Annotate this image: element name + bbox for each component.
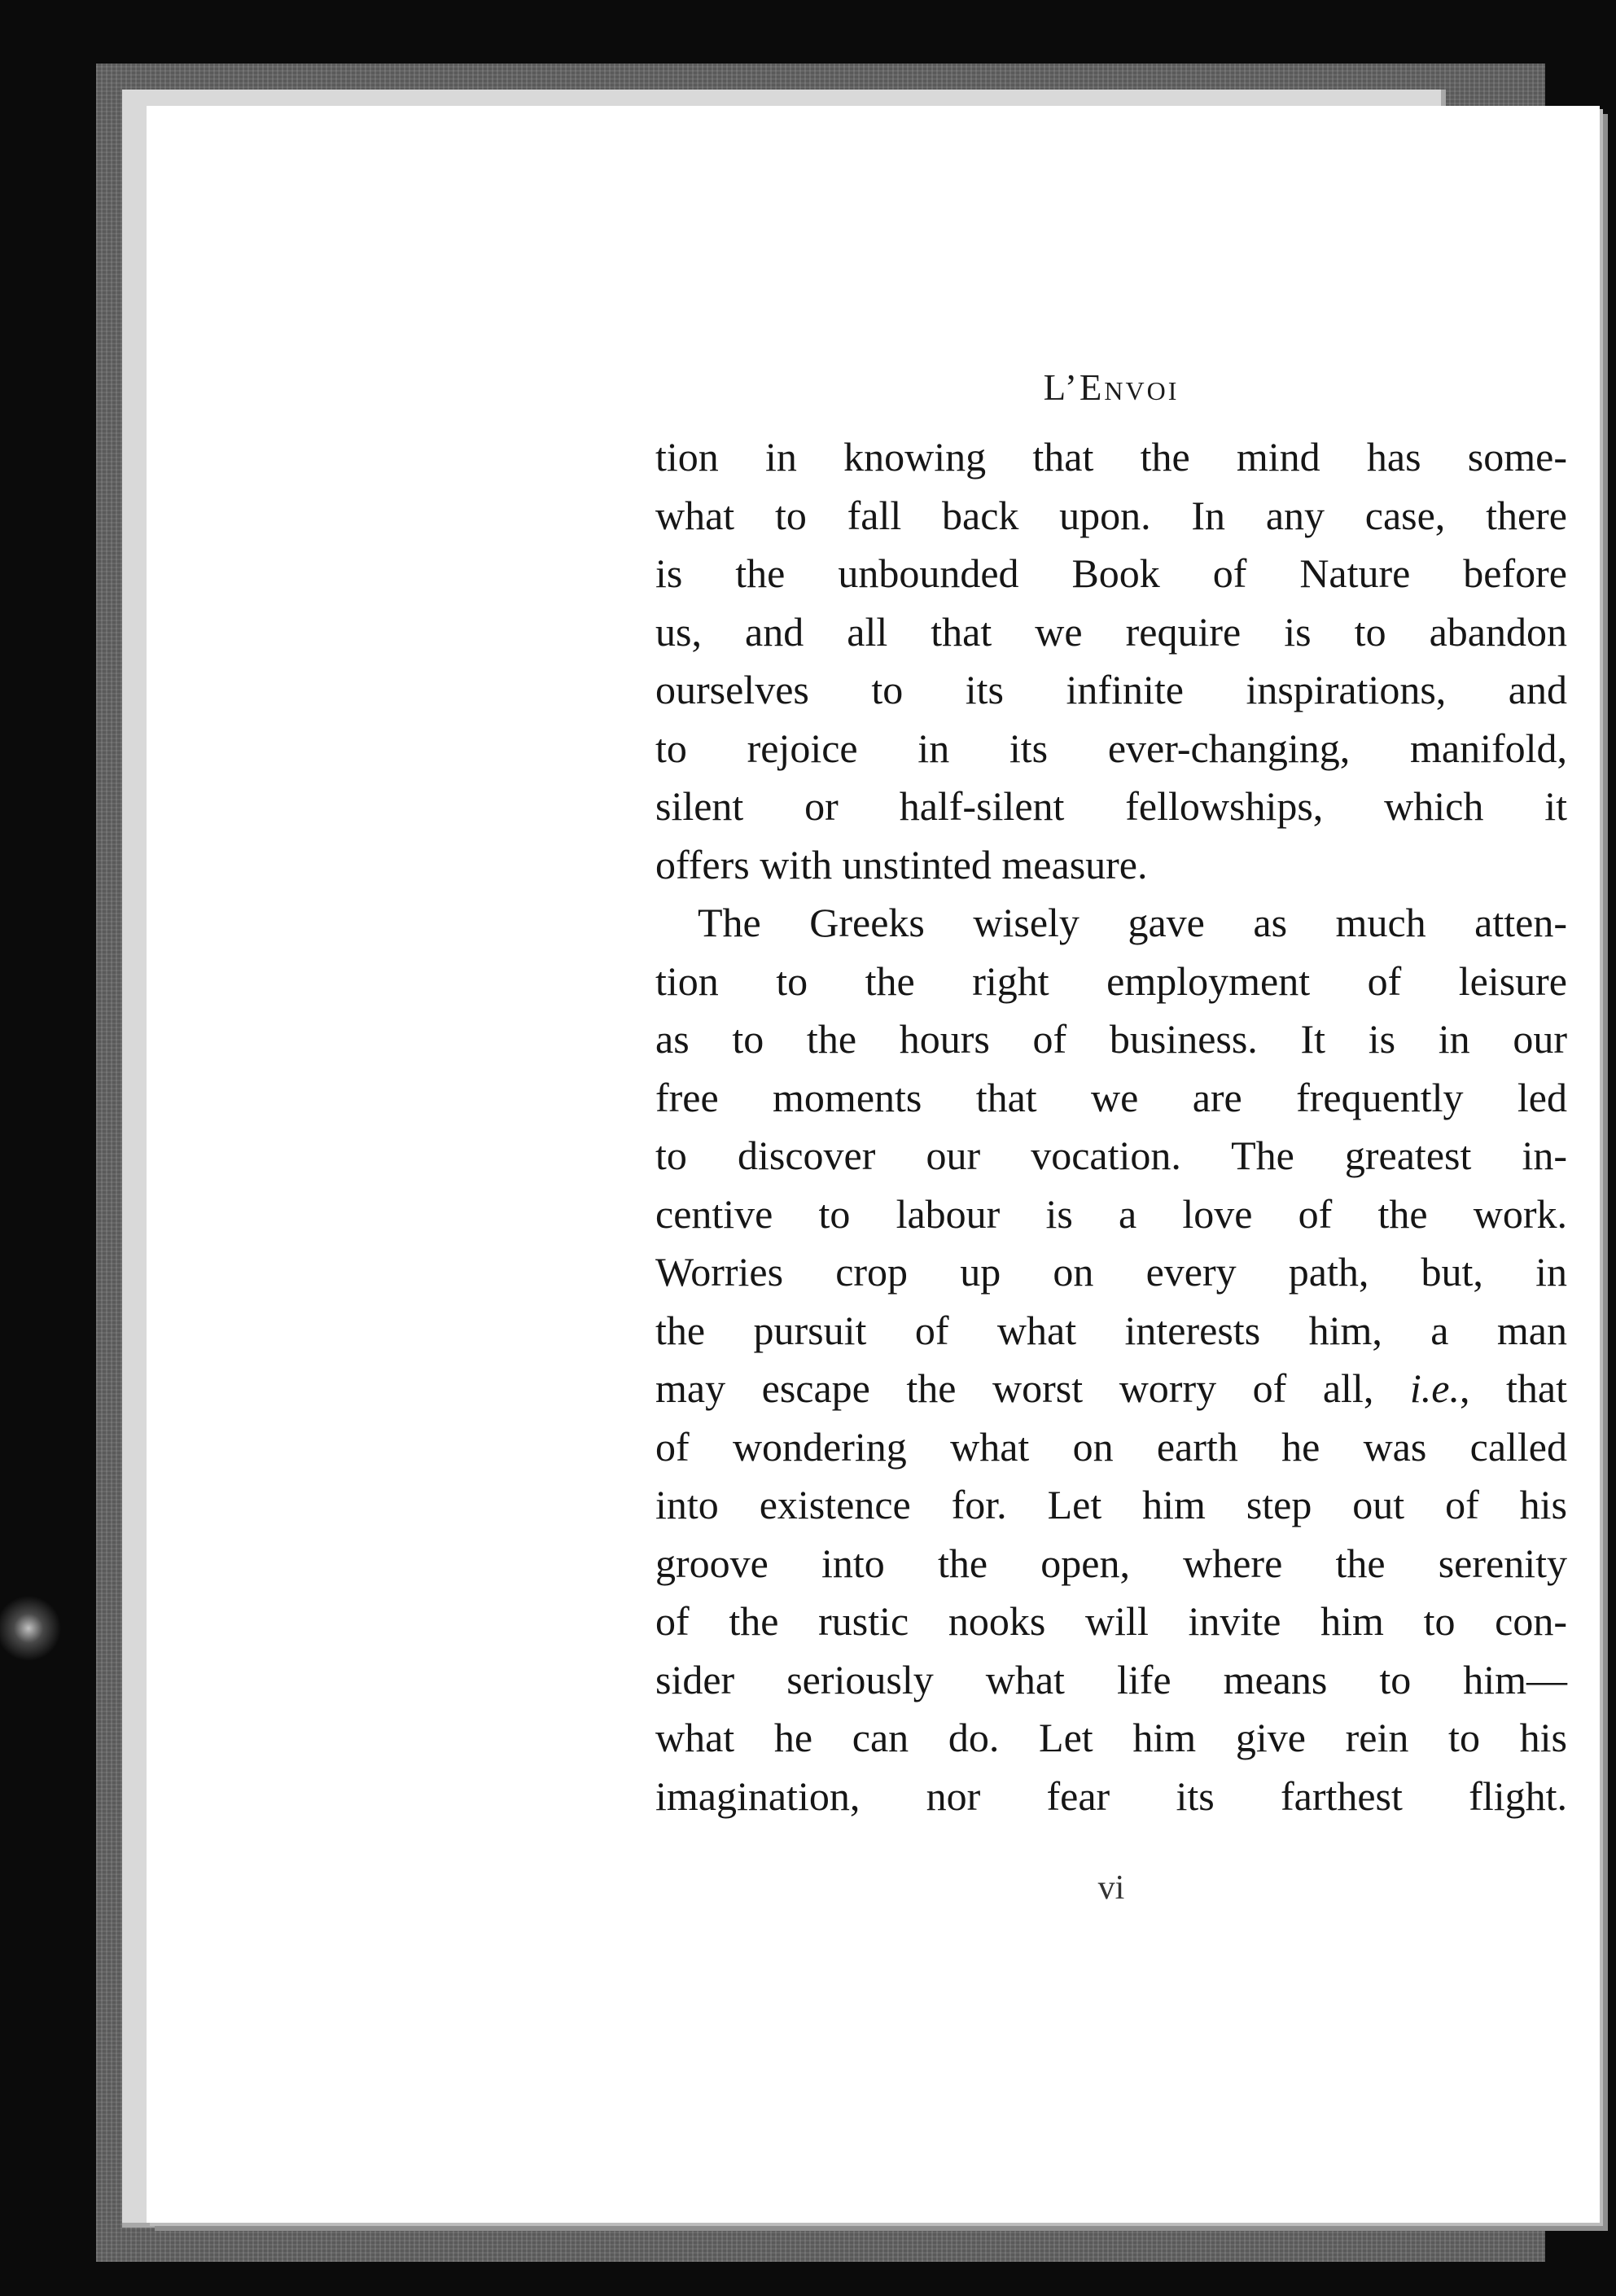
text-line: what he can do. Let him give rein to his [655,1715,1567,1760]
page-number: vi [1097,1869,1125,1907]
book-page [147,106,1600,2223]
text-line: groove into the open, where the serenity [655,1540,1567,1586]
text-line: what to fall back upon. In any case, there [655,492,1567,538]
text-line: the pursuit of what interests him, a man [655,1307,1567,1353]
italic-abbreviation: i.e. [1409,1365,1460,1411]
text-line: sider seriously what life means to him— [655,1656,1567,1702]
text-line-last: offers with unstinted measure. [655,841,1148,887]
text-line: tion to the right employment of leisure [655,957,1567,1004]
text-line: of wondering what on earth he was called [655,1423,1567,1470]
text-line: into existence for. Let him step out of his [655,1482,1567,1527]
text-line: imagination, nor fear its farthest flight. [655,1772,1567,1819]
body-text [655,428,1567,1825]
text-line: us, and all that we require is to abandon [655,608,1567,655]
running-head: L’Envoi [1043,367,1180,408]
line-part: may escape the worst worry of all, [655,1365,1410,1411]
text-line: Worries crop up on every path, but, in [655,1249,1567,1295]
text-line: centive to labour is a love of the work. [655,1190,1567,1237]
line-part: , that [1459,1365,1567,1411]
text-line: to discover our vocation. The greatest in- [655,1133,1567,1178]
text-line-italic [655,1360,1567,1418]
paragraph-start: The Greeks wisely gave as much atten- [698,900,1567,945]
text-block [655,366,1567,1907]
text-line: as to the hours of business. It is in our [655,1016,1567,1062]
text-line: silent or half-silent fellowships, which it [655,783,1567,829]
text-line: ourselves to its infinite inspirations, and [655,667,1567,712]
text-line: of the rustic nooks will invite him to con- [655,1598,1567,1644]
text-line: free moments that we are frequently led [655,1074,1567,1120]
text-line: to rejoice in its ever-changing, manifold, [655,725,1567,771]
text-line: is the unbounded Book of Nature before [655,550,1567,596]
text-line: tion in knowing that the mind has some- [655,434,1567,480]
